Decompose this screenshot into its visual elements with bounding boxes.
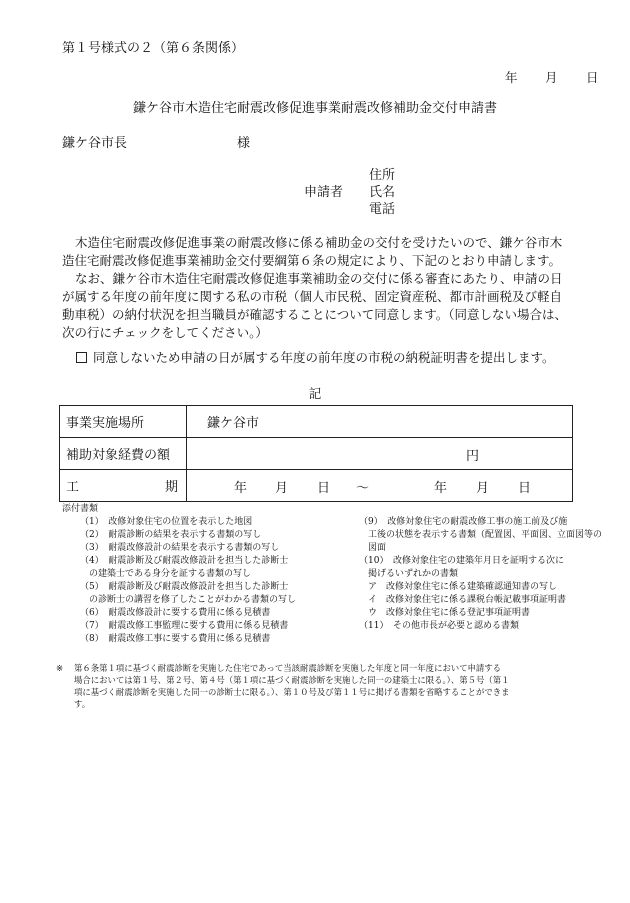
list-item: （8） 耐震改修工事に要する費用に係る見積書 [80,634,271,644]
body-line: が属する年度の前年度に関する私の市税（個人市民税、固定資産税、都市計画税及び軽自 [62,289,563,304]
list-item: （7） 耐震改修工事監理に要する費用に係る見積書 [80,621,289,631]
list-item: 工後の状態を表示する書類（配置図、平面図、立面図等の [359,530,603,540]
table-row [60,406,573,438]
construction-period-field[interactable] [187,470,573,502]
table-row [60,470,573,502]
addressee-honorific: 様 [237,136,251,151]
label-char: 期 [164,480,178,495]
eligible-cost-label: 補助対象経費の額 [60,438,187,470]
note-line: す。 [74,699,91,709]
list-item: （9） 改修対象住宅の耐震改修工事の施工前及び施 [359,517,568,527]
form-number: 第１号様式の２（第６条関係） [62,41,245,56]
list-item: 図面 [359,543,387,553]
label-char: 工 [66,480,80,495]
attachments-left-list [80,516,296,646]
applicant-phone-label: 電話 [369,202,396,217]
list-item: （10） 改修対象住宅の建築年月日を証明する次に [359,556,564,566]
note-line: 場合においては第１号、第２号、第４号（第１項に基づく耐震診断を実施した同一の建築士に限る。）、第５号（第１ [74,675,510,685]
list-item: ウ 改修対象住宅に係る登記事項証明書 [359,608,531,618]
note-line: 第６条第１項に基づく耐震診断を実施した住宅であって当該耐震診断を実施した年度と同一年度において申請する [74,663,502,673]
note-line: 項に基づく耐震診断を実施した同一の診断士に限る。）、第１０号及び第１１号に掲げる書類を省略することができま [74,687,510,697]
project-location-label [60,406,187,438]
list-item: イ 改修対象住宅に係る課税台帳記載事項証明書 [359,595,567,605]
list-item: の診断士の講習を修了したことがわかる書類の写し [80,595,297,605]
list-item: ア 改修対象住宅に係る建築確認通知書の写し [359,582,558,592]
body-paragraph-2 [62,270,582,342]
eligible-cost-field[interactable] [187,438,573,470]
applicant-label: 申請者 [304,185,344,200]
end-month: 月 [476,481,490,496]
date-year: 年 [505,70,518,85]
application-table [59,405,573,502]
body-line: 次の行にチェックをしてください。） [62,325,268,340]
yen-unit: 円 [466,449,480,464]
label-text: 事業実施場所 [66,416,145,431]
end-day: 日 [518,481,532,496]
body-line: 木造住宅耐震改修促進事業の耐震改修に係る補助金の交付を受けたいので、鎌ケ谷市木 [75,235,563,250]
applicant-name-label: 氏名 [369,185,396,200]
list-item: （4） 耐震診断及び耐震改修設計を担当した診断士 [80,556,289,566]
applicant-address-label: 住所 [369,168,396,183]
project-location-value[interactable]: 鎌ケ谷市 [187,406,573,438]
note-text [74,662,509,710]
addressee-name: 鎌ケ谷市長 [62,136,128,151]
date-day: 日 [586,70,599,85]
end-year: 年 [434,481,448,496]
body-line: 動車税）の納付状況を担当職員が確認することについて同意します。（同意しない場合は、 [62,307,568,322]
body-paragraph-1 [62,234,582,270]
list-item: （3） 耐震改修設計の結果を表示する書類の写し [80,543,280,553]
list-item: （1） 改修対象住宅の位置を表示した地図 [80,517,253,527]
consent-checkbox-row[interactable] [76,349,555,367]
attachments-right-list [359,516,602,633]
list-item: （2） 耐震診断の結果を表示する書類の写し [80,530,262,540]
body-line: なお、鎌ケ谷市木造住宅耐震改修促進事業補助金の交付に係る審査にあたり、申請の日 [75,271,563,286]
list-item: （6） 耐震改修設計に要する費用に係る見積書 [80,608,271,618]
start-day: 日 [317,481,331,496]
consent-checkbox-label: 同意しないため申請の日が属する年度の前年度の市税の納税証明書を提出します。 [93,350,555,365]
list-item: （11） その他市長が必要と認める書類 [359,621,519,631]
list-item: の建築士である身分を証する書類の写し [80,569,252,579]
attachments-heading: 添付書類 [62,504,99,514]
date-month: 月 [545,70,558,85]
consent-checkbox[interactable] [76,352,87,363]
period-tilde: ～ [356,481,370,496]
note-mark: ※ [56,663,64,673]
table-row [60,438,573,470]
document-title: 鎌ケ谷市木造住宅耐震改修促進事業耐震改修補助金交付申請書 [132,101,497,116]
ki-label: 記 [308,386,322,401]
construction-period-label [60,470,187,502]
start-year: 年 [234,481,248,496]
body-line: 造住宅耐震改修促進事業補助金交付要綱第６条の規定により、下記のとおり申請します。 [62,253,562,268]
start-month: 月 [275,481,289,496]
list-item: 掲げるいずれかの書類 [359,569,459,579]
list-item: （5） 耐震診断及び耐震改修設計を担当した診断士 [80,582,289,592]
